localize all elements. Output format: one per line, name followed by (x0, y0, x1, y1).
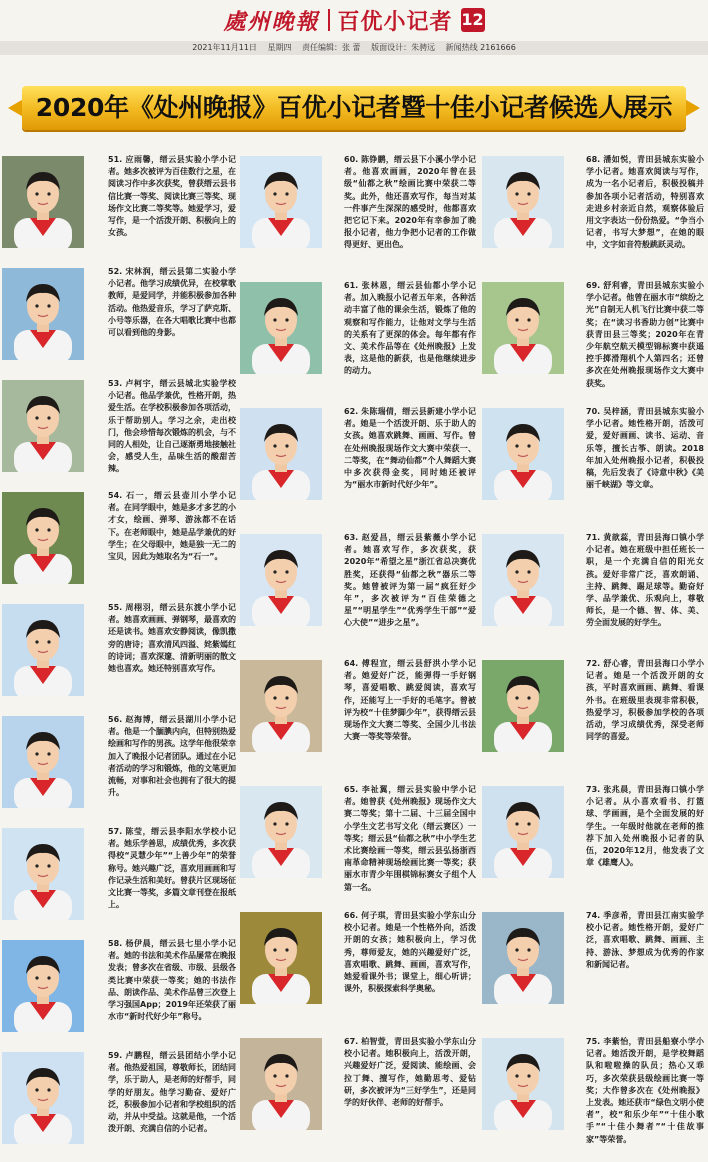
banner-title: 2020年《处州晚报》百优小记者暨十佳小记者候选人展示 (35, 93, 673, 122)
candidate-bio: 74. 季彦希，青田县江南实验学校小记者。她性格开朗，爱好广泛，喜欢唱歌、跳舞、画画、主持、游泳、梦想成为优秀的作家和新闻记者。 (586, 911, 704, 969)
candidate-photo (240, 660, 322, 752)
candidate-bio: 60. 陈铮鹏，缙云县下小溪小学小记者。他喜欢画画，2020年曾在县级“仙都之秋”绘画比赛中荣获二等奖。此外，他还喜欢写作，每当对某一件事产生深深的感受时，他都喜欢把它记下来。2020年有幸参加了晚报小记者，他力争把小记者的工作做得更好、更出色。 (344, 155, 476, 250)
candidate-bio: 56. 赵海博，缙云县湖川小学小记者。他是一个腼腆内向，但特别热爱绘画和写作的男孩。这学年他很荣幸加入了晚报小记者团队。通过在小记者活动的学习和锻炼，他的文笔更加流畅，对事和社会也拥有了很大的提升。 (108, 715, 236, 798)
candidate-photo (2, 1052, 84, 1144)
candidate-bio: 65. 李祉翼，缙云县实验中学小记者。她曾获《处州晚报》现场作文大赛二等奖；第十二届、十三届全国中小学生文艺书写文化（缙云赛区）一等奖；缙云县“仙都之秋”中小学生艺术比赛绘画一等奖，缙云县弘扬浙西南革命精神现场绘画比赛一等奖；获丽水市青少年围棋锦标赛女子组个人第一名。 (344, 785, 476, 892)
candidate-bio: 59. 卢鹏程，缙云县团结小学小记者。他热爱祖国，尊敬师长，团结同学，乐于助人，是老师的好帮手，同学的好朋友。他学习勤奋、爱好广泛，积极参加小记者和学校组织的活动，并从中受益。这就是他，一个活泼开朗、充满自信的小记者。 (108, 1051, 236, 1134)
candidate-photo (2, 268, 84, 360)
candidate-photo (240, 534, 322, 626)
candidate-photo (240, 156, 322, 248)
candidate-photo (2, 156, 84, 248)
masthead-divider (328, 9, 330, 31)
candidate-photo (482, 156, 564, 248)
candidate-bio: 72. 舒心睿，青田县海口小学小记者。她是一个活泼开朗的女孩，平时喜欢画画、跳舞、看课外书。在班级里表现非常积极，热爱学习，积极参加学校的各项活动，学习成绩优秀，深受老师同学的喜爱。 (586, 659, 704, 742)
candidate-photo (482, 282, 564, 374)
candidate-photo (482, 786, 564, 878)
info-bar (0, 41, 708, 55)
candidate-photo (482, 660, 564, 752)
candidate-bio: 69. 舒利睿，青田县城东实验小学小记者。他曾在丽水市“缤纷之光”自制无人机飞行比赛中获二等奖；在“读习书香助力创”比赛中获青田县三等奖；2020年在青少年航空航天模型锦标赛中获遥控手掷滑翔机个人第四名；还曾多次在处州晚报现场作文大赛中获奖。 (586, 281, 704, 388)
section-title: 百优小记者 (337, 8, 453, 35)
issue-date: 2021年11月11日 (192, 43, 257, 52)
candidate-bio: 52. 宋林润，缙云县第二实验小学小记者。他学习成绩优异，在校掌歌教师，是爱同学，并能积极参加各种活动。他热爱音乐，学习了萨克斯、小号等乐器，在各大唱歌比赛中也都可以看到他的身影。 (108, 267, 236, 338)
candidate-photo (482, 912, 564, 1004)
candidate-bio: 58. 杨伊晨，缙云县七里小学小记者。她的书法和美术作品屡常在晚报发表；曾多次在省级、市级、县级各类比赛中荣获一等奖；她的书法作品、朗读作品、美术作品曾三次登上学习强国App；2019年还荣获了丽水市“新时代好少年”称号。 (108, 939, 236, 1022)
candidate-bio: 75. 李紫怡，青田县船寮小学小记者。她活泼开朗，是学校舞蹈队和啦啦操的队员；热心又乖巧，多次荣获县级绘画比赛一等奖；大作曾多次在《处州晚报》上发表。她还获市“绿色文明小使者”，校“和乐少年”“十佳小歌手”“十佳小舞者”“十佳故事家”等荣誉。 (586, 1037, 704, 1144)
candidate-bio: 54. 石一，缙云县壶川小学小记者。在同学眼中，她是多才多艺的小才女，绘画、弹琴、游泳都不在话下。在老师眼中，她是品学兼优的好学生；在父母眼中，她是独一无二的宝贝，因此为她取名为“石一”。 (108, 491, 236, 562)
masthead (0, 0, 708, 40)
candidate-bio: 51. 应雨馨，缙云县实验小学小记者。她多次被评为百佳数行之星，在阅读习作中多次获奖，曾获缙云县书信比赛一等奖、阅读比赛三等奖、现场作文比赛二等奖等。她爱学习，爱写作，是一个活泼开朗、积极向上的女孩。 (108, 155, 236, 238)
candidate-photo (482, 408, 564, 500)
paper-name: 處州晚報 (223, 8, 320, 35)
title-banner (8, 86, 700, 130)
candidate-photo (2, 492, 84, 584)
candidate-photo (2, 716, 84, 808)
candidate-bio: 67. 柏智萱，青田县实验小学东山分校小记者。她积极向上，活泼开朗，兴趣爱好广泛，爱阅读、能绘画、会拉丁舞、擅写作，她勤思考、爱钻研，多次被评为“三好学生”，还是同学的好伙伴、老师的好帮手。 (344, 1037, 476, 1108)
candidate-bio: 57. 陈莹，缙云县李阳水学校小记者。她乐学善思，成绩优秀，多次获得校“灵慧少年”“上善少年”的荣誉称号。她兴趣广泛，喜欢用画画和写作记录生活和美好。曾获片区现场征文比赛一等奖，多篇文章刊登在报纸上。 (108, 827, 236, 910)
designer-credit: 版面设计：朱骋远 (371, 43, 436, 52)
candidate-photo (240, 1038, 322, 1130)
candidate-photo (240, 282, 322, 374)
candidate-bio: 55. 周栩羽，缙云县东渡小学小记者。她喜欢画画、弹钢琴，最喜欢的还是读书。她喜欢安静阅读，像凯撒旁的唐诗；喜欢清风四溢、姹紫嫣红的诗词；喜欢深邃、清新明丽的散文她也喜欢。她还特别喜欢写作。 (108, 603, 236, 674)
candidate-photo (2, 604, 84, 696)
candidate-photo (240, 408, 322, 500)
candidate-bio: 71. 黄歆蕊，青田县海口镇小学小记者。她在班级中担任班长一职，是一个充满自信的阳光女孩。爱好非常广泛，喜欢朗诵、主持、跳舞、踢足球等。勤奋好学、品学兼优、乐观向上，尊敬师长，是一个德、智、体、美、劳全面发展的好学生。 (586, 533, 704, 628)
candidate-photo (240, 912, 322, 1004)
candidate-photo (2, 380, 84, 472)
news-hotline: 新闻热线 2161666 (445, 43, 516, 52)
candidate-photo (240, 786, 322, 878)
issue-weekday: 星期四 (267, 43, 292, 52)
candidate-photo (482, 1038, 564, 1130)
candidate-bio: 73. 张兆晨，青田县海口镇小学小记者。从小喜欢看书、打篮球、学画画，是个全面发展的好学生。一年级时他就在老师的推荐下加入处州晚报小记者的队伍，2020年12月，他发表了文章《雄鹰人》。 (586, 785, 704, 868)
candidate-bio: 61. 张林恩，缙云县仙都小学小记者。加入晚报小记者五年来，各种活动丰富了他的课余生活，锻炼了他的观察和写作能力，让他对文学与生活的关系有了更深的体会。每年都有作文、美术作品等在《处州晚报》上发表，这是他的新获，也是他继续进步的动力。 (344, 281, 476, 376)
candidate-photo (2, 940, 84, 1032)
candidate-bio: 64. 傅程宣，缙云县舒洪小学小记者。她爱好广泛，能弹得一手好钢琴，喜爱唱歌、跳爱阅读，喜欢写作，还能写上一手好的毛笔字。曾被评为校“十佳梦脚少年”，获得缙云县现场作文大赛二等奖、全国少儿书法大赛一等奖等荣誉。 (344, 659, 476, 742)
page-number: 12 (461, 8, 485, 32)
candidate-bio: 66. 何子琪，青田县实验小学东山分校小记者。她是一个性格外向，活泼开朗的女孩；她积极向上，学习优秀，尊师爱友，她的兴趣爱好广泛，喜欢唱歌、跳舞、画画，喜欢写作，她爱看课外书；课堂上，细心听讲；课外，积极探索科学奥秘。 (344, 911, 476, 994)
candidate-bio: 68. 潘如悦，青田县城东实验小学小记者。她喜欢阅读与写作，成为一名小记者后，积极投稿并参加各项小记者活动，特别喜欢走进乡村亲近自然，观察体验后用文字表达一份份热爱。“争当小记者，书写大梦想”，在她的眼中，文字如音符般跳跃灵动。 (586, 155, 704, 250)
editor-credit: 责任编辑：张 蕾 (302, 43, 361, 52)
candidate-bio: 70. 吴梓涵，青田县城东实验小学小记者。她性格开朗，活泼可爱，爱好画画、读书、运动、音乐等，擅长古筝、朗读。2018年加入处州晚报小记者，积极投稿，先后发表了《诗意中秋》《美丽千峡湖》等文章。 (586, 407, 704, 490)
candidate-bio: 62. 朱陈瑞倩，缙云县新建小学小记者。她是一个活泼开朗、乐于助人的女孩。她喜欢跳舞、画画、写作。曾在处州晚报现场作文大赛中荣获一、二等奖，在“舞动仙都”个人舞蹈大赛中多次获得金奖，同时她还被评为“丽水市新时代好少年”。 (344, 407, 476, 490)
candidate-bio: 53. 卢柯宇，缙云县城北实验学校小记者。他品学兼优，性格开朗，热爱生活。在学校积极参加各项活动，乐于帮助别人。学习之余，走出校门，他会珍惜每次锻炼的机会，与不同的人相处，让自己逐渐勇地接触社会，感受人生，品味生活的酸甜苦辣。 (108, 379, 236, 474)
candidate-bio: 63. 赵爱昌，缙云县紫薇小学小记者。她喜欢写作，多次获奖，获2020年“希望之星”浙江省总决赛优胜奖，还获得“仙都之秋”器乐二等奖。她曾被评为第一届“疯狂好少年”，多次被评为“百佳荣德之星”“明星学生”“优秀学生干部”“爱心大使”“进步之星”。 (344, 533, 476, 628)
candidate-photo (482, 534, 564, 626)
candidate-photo (2, 828, 84, 920)
